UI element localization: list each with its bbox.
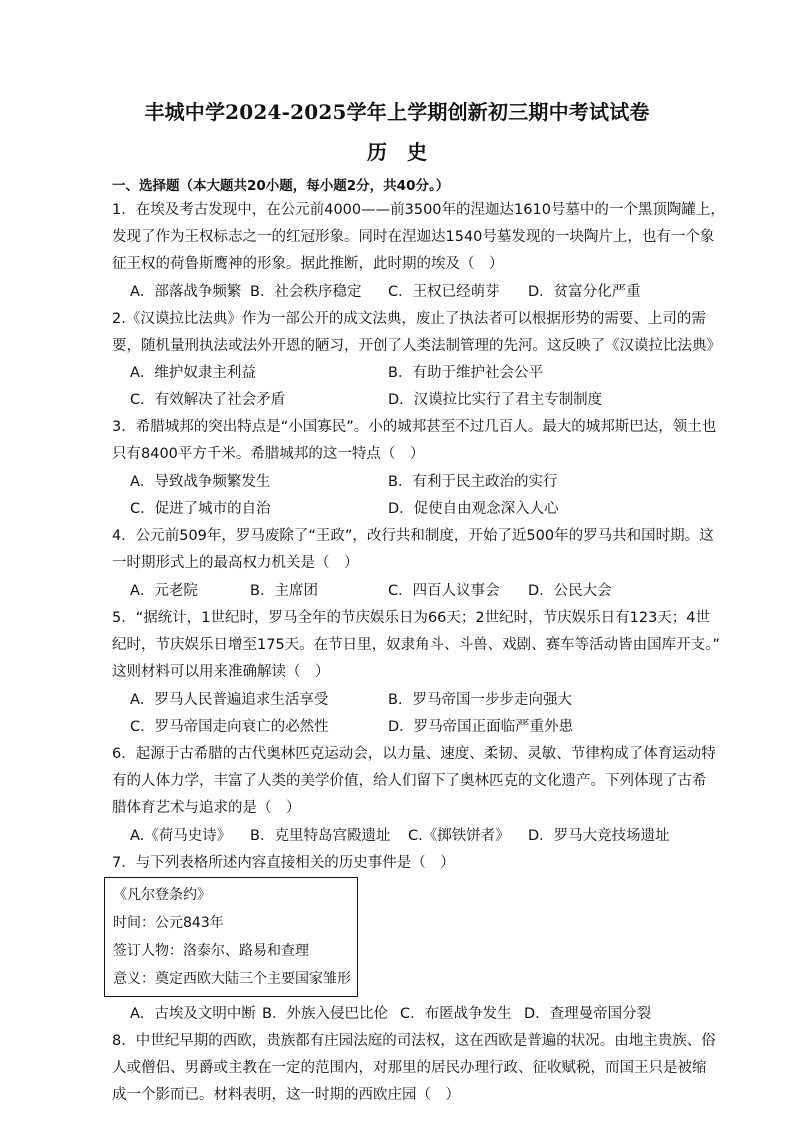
question-6-line-2: 有的人体力学，丰富了人类的美学价值，给人们留下了奥林匹克的文化遗产。下列体现了古希 [112, 773, 707, 789]
question-4-option-a[interactable]: A．元老院 [130, 583, 198, 599]
question-2-line-1: 2.《汉谟拉比法典》作为一部公开的成文法典，废止了执法者可以根据形势的需要、上司的需 [112, 311, 706, 327]
question-3-line-2: 只有8400平方千米。希腊城邦的这一特点（ ） [112, 446, 425, 462]
question-1-line-3: 征王权的荷鲁斯鹰神的形象。据此推断，此时期的埃及（ ） [112, 256, 504, 272]
question-5-option-d[interactable]: D．罗马帝国正面临严重外患 [388, 719, 574, 735]
question-8-line-2: 人或僧侣、男爵或主教在一定的范围内，对那里的居民办理行政、征收赋税，而国王只是被缩 [112, 1060, 707, 1076]
treaty-table-box [104, 877, 358, 997]
question-2-option-c[interactable]: C．有效解决了社会矛盾 [130, 392, 286, 408]
question-7-option-a[interactable]: A．古埃及文明中断 [130, 1006, 256, 1022]
treaty-time: 时间：公元843年 [113, 915, 224, 931]
treaty-name: 《凡尔登条约》 [113, 887, 211, 903]
question-5-line-3: 这则材料可以用来准确解读（ ） [112, 664, 330, 680]
question-8-line-1: 8．中世纪早期的西欧，贵族都有庄园法庭的司法权，这在西欧是普遍的状况。由地主贵族、俗 [112, 1033, 716, 1049]
question-4-option-b[interactable]: B．主席团 [250, 583, 318, 599]
question-2-option-d[interactable]: D．汉谟拉比实行了君主专制制度 [388, 392, 603, 408]
question-5-option-a[interactable]: A．罗马人民普遍追求生活享受 [130, 692, 329, 708]
question-8-line-3: 成一个影而已。材料表明，这一时期的西欧庄园（ ） [112, 1087, 460, 1103]
question-5-line-2: 纪时，节庆娱乐日增至175天。在节日里，奴隶角斗、斗兽、戏剧、赛车等活动皆由国库开支。” [112, 637, 720, 653]
question-1-option-c[interactable]: C．王权已经萌芽 [388, 284, 500, 300]
question-7-option-c[interactable]: C．布匿战争发生 [400, 1006, 512, 1022]
question-1-line-1: 1．在埃及考古发现中，在公元前4000——前3500年的涅迦达1610号墓中的一个黑顶陶罐上， [112, 202, 725, 218]
question-1-line-2: 发现了作为王权标志之一的红冠形象。同时在涅迦达1540号墓发现的一块陶片上，也有一个象 [112, 229, 715, 245]
question-3-option-a[interactable]: A．导致战争频繁发生 [130, 474, 271, 490]
question-6-option-a[interactable]: A.《荷马史诗》 [130, 828, 232, 844]
question-5-option-b[interactable]: B．罗马帝国一步步走向强大 [388, 692, 572, 708]
question-3-line-1: 3．希腊城邦的突出特点是“小国寡民”。小的城邦甚至不过几百人。最大的城邦斯巴达，领土也 [112, 419, 717, 435]
question-6-option-d[interactable]: D．罗马大竞技场遗址 [528, 828, 670, 844]
question-6-line-3: 腊体育艺术与追求的是（ ） [112, 800, 301, 816]
question-2-line-2: 要，随机量刑执法或法外开恩的陋习，开创了人类法制管理的先河。这反映了《汉谟拉比法典》 [112, 338, 721, 354]
question-7-option-d[interactable]: D．查理曼帝国分裂 [524, 1006, 652, 1022]
question-1-option-b[interactable]: B．社会秩序稳定 [250, 284, 362, 300]
question-1-option-a[interactable]: A．部落战争频繁 [130, 284, 242, 300]
subject-title: 历 史 [367, 140, 427, 164]
exam-title: 丰城中学2024-2025学年上学期创新初三期中考试试卷 [144, 100, 650, 124]
treaty-signers: 签订人物：洛泰尔、路易和查理 [113, 943, 309, 959]
question-1-option-d[interactable]: D．贫富分化严重 [528, 284, 641, 300]
section-header: 一、选择题（本大题共20小题，每小题2分，共40分。） [112, 178, 450, 194]
question-6-option-b[interactable]: B．克里特岛宫殿遗址 [250, 828, 391, 844]
question-2-option-b[interactable]: B．有助于维护社会公平 [388, 365, 543, 381]
question-4-line-1: 4．公元前509年，罗马废除了“王政”，改行共和制度，开始了近500年的罗马共和国时期。这 [112, 528, 714, 544]
question-6-line-1: 6．起源于古希腊的古代奥林匹克运动会，以力量、速度、柔韧、灵敏、节律构成了体育运动特 [112, 746, 716, 762]
question-4-option-c[interactable]: C．四百人议事会 [388, 583, 500, 599]
question-5-option-c[interactable]: C．罗马帝国走向衰亡的必然性 [130, 719, 329, 735]
question-2-option-a[interactable]: A．维护奴隶主利益 [130, 365, 256, 381]
question-5-line-1: 5．“据统计，1世纪时，罗马全年的节庆娱乐日为66天；2世纪时，节庆娱乐日有123天；4世 [112, 610, 711, 626]
question-7-option-b[interactable]: B．外族入侵巴比伦 [262, 1006, 388, 1022]
question-3-option-d[interactable]: D．促使自由观念深入人心 [388, 501, 559, 517]
question-4-line-2: 一时期形式上的最高权力机关是（ ） [112, 555, 359, 571]
question-6-option-c[interactable]: C.《掷铁饼者》 [408, 828, 510, 844]
question-3-option-b[interactable]: B．有利于民主政治的实行 [388, 474, 558, 490]
question-3-option-c[interactable]: C．促进了城市的自治 [130, 501, 271, 517]
question-4-option-d[interactable]: D．公民大会 [528, 583, 612, 599]
question-7-line-1: 7．与下列表格所述内容直接相关的历史事件是（ ） [112, 855, 455, 871]
treaty-significance: 意义：奠定西欧大陆三个主要国家雏形 [113, 971, 351, 987]
